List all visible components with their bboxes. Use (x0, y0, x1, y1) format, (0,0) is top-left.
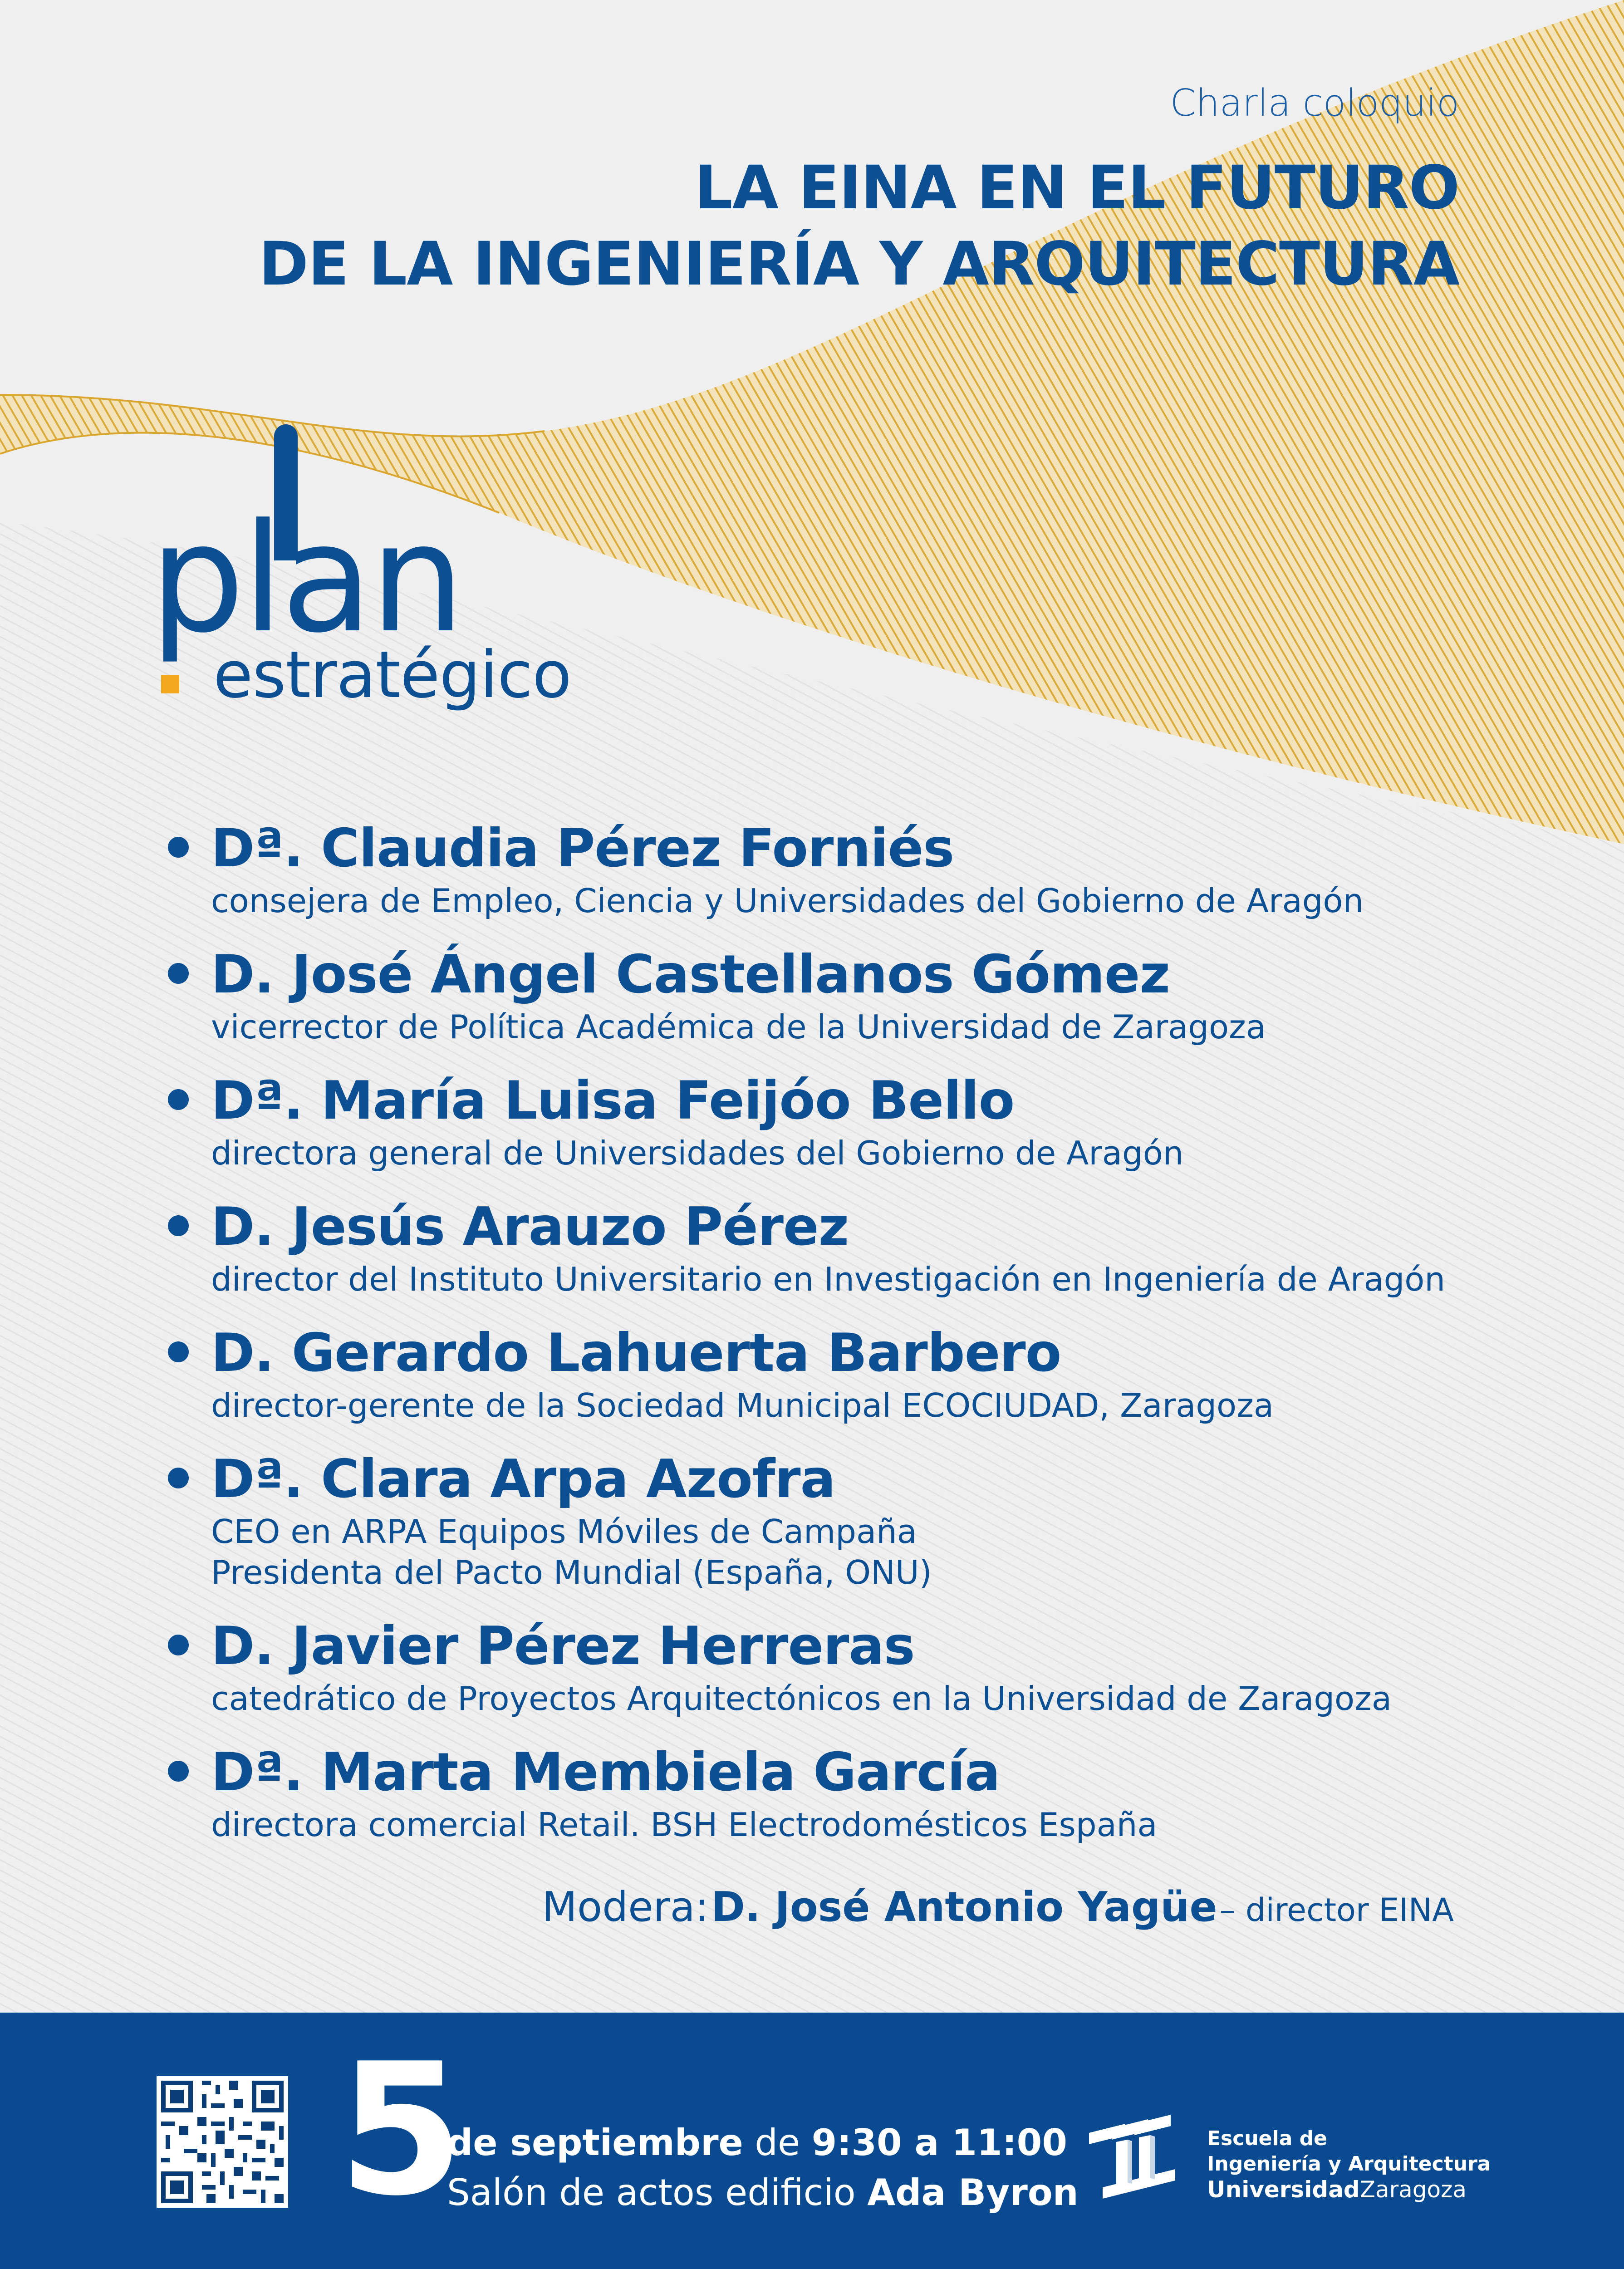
bullet-icon (168, 963, 189, 984)
event-time: 9:30 a 11:00 (811, 2122, 1067, 2164)
event-type: Charla coloquio (1170, 82, 1459, 125)
school-logo-icon (1084, 2115, 1175, 2205)
list-item (163, 1741, 1479, 1845)
event-day: 5 (338, 2025, 465, 2236)
title-line-2: DE LA INGENIERÍA Y ARQUITECTURA (259, 229, 1459, 299)
venue-name: Ada Byron (867, 2171, 1079, 2214)
speaker-role: directora general de Universidades del Gobierno de Aragón (211, 1134, 1184, 1172)
event-venue (447, 2171, 1079, 2214)
list-item (163, 943, 1479, 1047)
bullet-icon (168, 1089, 189, 1110)
speaker-name: Dª. Clara Arpa Azofra (211, 1449, 835, 1510)
moderator-line (542, 1883, 1454, 1931)
moderator-name: D. José Antonio Yagüe (711, 1883, 1217, 1931)
speaker-name: D. José Ángel Castellanos Gómez (211, 944, 1170, 1005)
list-item (163, 1615, 1479, 1719)
school-line-1: Escuela de (1207, 2127, 1327, 2150)
moderator-title: – director EINA (1219, 1891, 1454, 1929)
speaker-role-secondary: Presidenta del Pacto Mundial (España, ONU) (211, 1553, 932, 1591)
speaker-role: directora comercial Retail. BSH Electrodomésticos España (211, 1806, 1158, 1844)
list-item (163, 1195, 1479, 1300)
event-title (259, 150, 1459, 302)
venue-prefix: Salón de actos edificio (447, 2171, 856, 2214)
title-line-1: LA EINA EN EL FUTURO (694, 153, 1459, 223)
speaker-name: D. Jesús Arauzo Pérez (211, 1196, 849, 1257)
event-date-time (447, 2122, 1067, 2164)
list-item (163, 1448, 1479, 1593)
bullet-icon (168, 1341, 189, 1362)
speaker-name: D. Javier Pérez Herreras (211, 1616, 915, 1677)
university-city: Zaragoza (1359, 2176, 1467, 2203)
list-item (163, 1069, 1479, 1174)
bullet-icon (168, 1468, 189, 1488)
list-item (163, 817, 1479, 921)
speaker-role: vicerrector de Política Académica de la Universidad de Zaragoza (211, 1008, 1266, 1046)
speaker-role: director del Instituto Universitario en Investigación en Ingeniería de Aragón (211, 1260, 1445, 1298)
speaker-role: CEO en ARPA Equipos Móviles de Campaña (211, 1513, 917, 1551)
list-item (163, 1321, 1479, 1426)
time-prefix: de (755, 2122, 800, 2164)
speakers-list (163, 817, 1479, 1867)
university-label: Universidad (1207, 2176, 1360, 2203)
school-line-2: Ingeniería y Arquitectura (1207, 2152, 1491, 2176)
footer-band (0, 2013, 1624, 2269)
speaker-name: Dª. María Luisa Feijóo Bello (211, 1070, 1015, 1131)
logo-word: plan (150, 491, 462, 666)
bullet-icon (168, 1761, 189, 1782)
speaker-name: Dª. Claudia Pérez Forniés (211, 818, 954, 879)
school-name (1207, 2126, 1491, 2202)
logo-subtitle: estratégico (213, 638, 571, 712)
speaker-role: director-gerente de la Sociedad Municipal ECOCIUDAD, Zaragoza (211, 1386, 1274, 1424)
speaker-name: D. Gerardo Lahuerta Barbero (211, 1322, 1061, 1384)
qr-code-icon[interactable] (157, 2076, 288, 2208)
event-month: de septiembre (447, 2122, 743, 2164)
bullet-icon (168, 1215, 189, 1236)
speaker-name: Dª. Marta Membiela García (211, 1742, 1000, 1803)
school-line-3 (1207, 2177, 1491, 2202)
speaker-role: catedrático de Proyectos Arquitectónicos en la Universidad de Zaragoza (211, 1680, 1392, 1718)
speaker-role: consejera de Empleo, Ciencia y Universidades del Gobierno de Aragón (211, 882, 1364, 920)
logo-accent-square (161, 675, 179, 693)
bullet-icon (168, 837, 189, 858)
bullet-icon (168, 1635, 189, 1655)
moderator-label: Modera: (542, 1883, 709, 1931)
